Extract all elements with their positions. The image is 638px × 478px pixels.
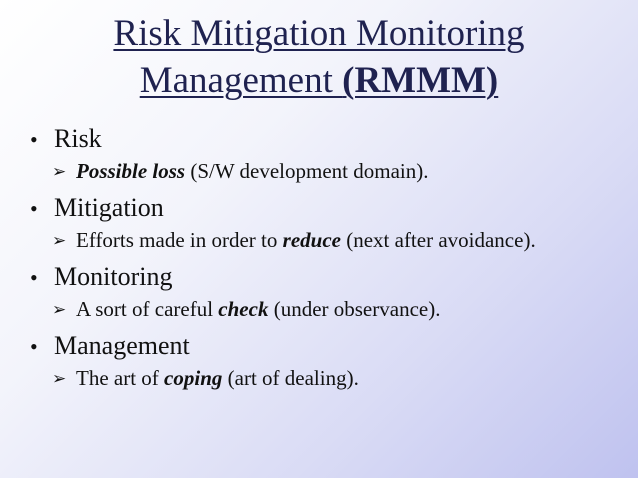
arrow-right-icon: ➢ [52, 369, 67, 388]
bullet-dot-icon: • [30, 265, 38, 290]
sub-text-before: Efforts made in order to [76, 228, 283, 252]
sub-bullet-monitoring [52, 295, 605, 325]
sub-bullet-mitigation [52, 226, 605, 256]
sub-keyword: Possible loss [76, 159, 186, 183]
bullet-dot-icon: • [30, 196, 38, 221]
sub-text-before: A sort of careful [76, 297, 219, 321]
bullet-label: Management [54, 331, 190, 360]
sub-text-after: (under observance). [268, 297, 441, 321]
sub-bullet-management [52, 364, 605, 394]
arrow-right-icon: ➢ [52, 231, 67, 250]
title-line-2-regular: Management [139, 60, 343, 101]
sub-text-after: (art of dealing). [222, 366, 359, 390]
bullet-dot-icon: • [30, 127, 38, 152]
sub-bullet-text [76, 157, 605, 186]
sub-text-after: (next after avoidance). [340, 228, 536, 252]
sub-keyword: check [218, 297, 269, 321]
bullet-mitigation [30, 191, 605, 226]
bullet-risk [30, 122, 605, 157]
title-line-1: Risk Mitigation Monitoring [113, 13, 525, 54]
sub-bullet-text [76, 295, 605, 324]
bullet-management [30, 329, 605, 364]
arrow-right-icon: ➢ [52, 300, 67, 319]
sub-text-before: The art of [76, 366, 165, 390]
arrow-right-icon: ➢ [52, 162, 67, 181]
title-line-2 [60, 57, 578, 104]
title-line-2-bold: (RMMM) [342, 60, 499, 101]
bullet-label: Mitigation [54, 193, 164, 222]
sub-keyword: coping [164, 366, 223, 390]
slide-title [60, 10, 578, 104]
bullet-label: Risk [54, 124, 102, 153]
sub-bullet-text [76, 364, 605, 393]
bullet-monitoring [30, 260, 605, 295]
sub-text-after: (S/W development domain). [185, 159, 429, 183]
sub-keyword: reduce [282, 228, 341, 252]
bullet-label: Monitoring [54, 262, 173, 291]
bullet-dot-icon: • [30, 334, 38, 359]
sub-bullet-text [76, 226, 605, 255]
bullet-list [30, 122, 605, 398]
sub-bullet-risk [52, 157, 605, 187]
